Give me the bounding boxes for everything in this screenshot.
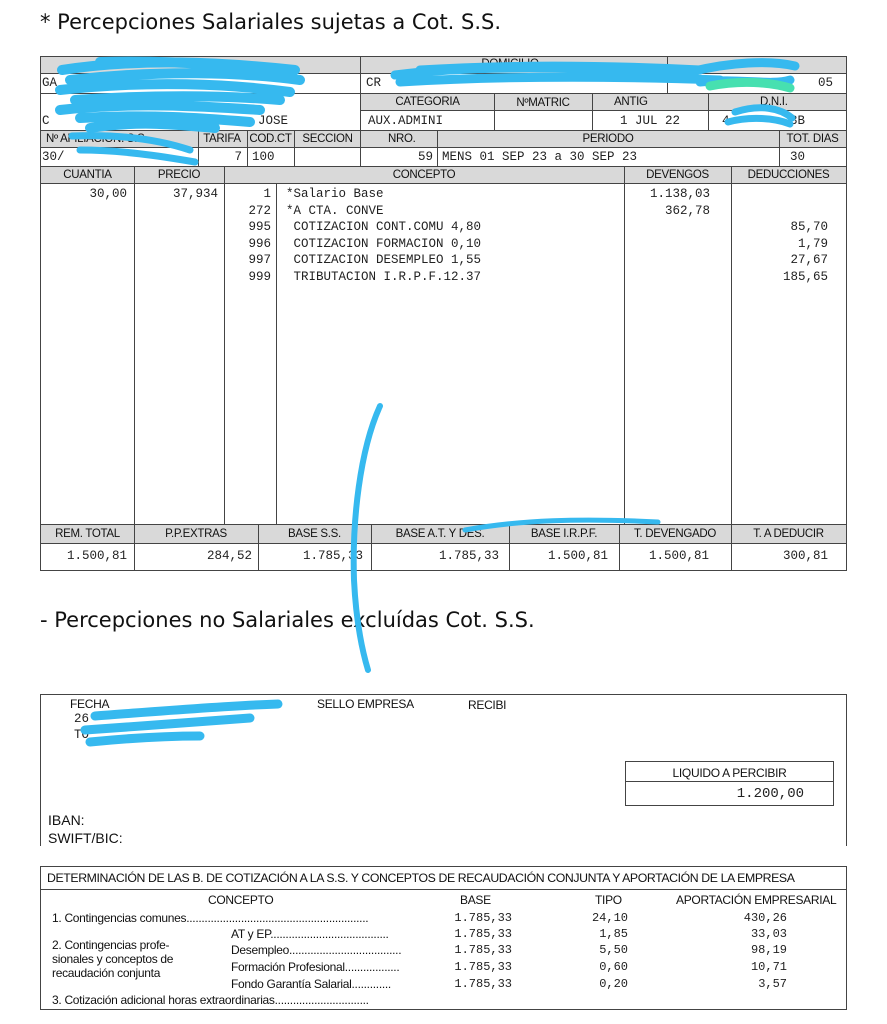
table-row (0, 237, 887, 253)
det-subrow-base: 1.785,33 (454, 943, 512, 957)
det-subrow-tipo: 0,20 (599, 977, 628, 991)
totdias-value: 30 (790, 150, 806, 164)
det-row-contingencias (0, 911, 887, 926)
precio-cell: 37,934 (172, 187, 218, 201)
det-group2-label-1: 2. Contingencias profe- (52, 938, 170, 952)
det-row-horas-extra (0, 993, 887, 1008)
dni-prefix-value: 4 (722, 114, 730, 128)
determinacion-title: DETERMINACIÓN DE LAS B. DE COTIZACIÓN A LA S.S. Y CONCEPTOS DE RECAUDACIÓN CONJUNTA Y APORTACIÓN DE LA EMPRESA (47, 871, 795, 885)
tarifa-label: TARIFA (203, 133, 241, 145)
sello-empresa-label: SELLO EMPRESA (317, 697, 414, 711)
det-row-label: 3. Cotización adicional horas extraordinarias............................... (52, 993, 369, 1007)
nro-value: 59 (417, 150, 433, 164)
det-row-aportacion: 430,26 (743, 911, 787, 925)
concepto-cell: COTIZACION FORMACION 0,10 (286, 236, 482, 251)
afiliacion-value: 30/ (42, 150, 65, 164)
concepto-cell: COTIZACION CONT.COMU 4,80 (286, 220, 482, 234)
fecha-value-2: TO (74, 728, 90, 742)
liquido-value: 1.200,00 (736, 786, 804, 802)
det-subrow-aportacion: 3,57 (758, 977, 787, 991)
det-subrow-label: Desempleo..................................... (231, 943, 402, 957)
deducciones-header: DEDUCCIONES (747, 169, 830, 181)
base-at-value: 1.785,33 (438, 549, 499, 563)
t-deducir-label: T. A DEDUCIR (753, 528, 824, 540)
code-cell: 272 (248, 203, 271, 218)
det-subrow-aportacion: 98,19 (750, 943, 787, 957)
det-subrow-tipo: 5,50 (599, 943, 628, 957)
t-deducir-value: 300,81 (782, 549, 828, 563)
concepto-cell: *A CTA. CONVE (286, 203, 384, 218)
code-cell: 996 (248, 236, 271, 251)
deduccion-cell: 185,65 (782, 269, 828, 284)
fecha-value-1: 26 (74, 712, 90, 726)
code-cell: 997 (248, 253, 271, 267)
cuantia-header: CUANTIA (63, 169, 112, 181)
liquido-label: LIQUIDO A PERCIBIR (672, 766, 787, 780)
dni-label: D.N.I. (760, 96, 788, 108)
det-aportacion-header: APORTACIÓN EMPRESARIAL (676, 893, 837, 907)
fecha-label: FECHA (70, 697, 110, 711)
tarifa-value: 7 (234, 150, 242, 164)
antig-value: 1 JUL 22 (620, 114, 681, 128)
totdias-label: TOT. DIAS (786, 133, 839, 145)
det-subrow (0, 977, 887, 992)
precio-header: PRECIO (157, 169, 201, 181)
base-irpf-value: 1.500,81 (547, 549, 608, 563)
pp-extras-label: P.P.EXTRAS (165, 528, 227, 540)
det-subrow-base: 1.785,33 (454, 927, 512, 941)
devengos-header: DEVENGOS (646, 169, 709, 181)
antig-label: ANTIG (614, 96, 648, 108)
swift-label: SWIFT/BIC: (48, 830, 123, 846)
afiliacion-label: Nº AFILIACION. S.S (46, 133, 145, 145)
base-ss-value: 1.785,33 (302, 549, 363, 563)
det-tipo-header: TIPO (595, 893, 622, 907)
det-concepto-header: CONCEPTO (208, 893, 274, 907)
concepto-cell: *Salario Base (286, 187, 384, 201)
det-subrow-aportacion: 33,03 (750, 927, 787, 941)
table-row (0, 187, 887, 203)
base-ss-label: BASE S.S. (288, 528, 341, 540)
det-subrow (0, 927, 887, 942)
devengo-cell: 362,78 (664, 203, 710, 218)
domicilio-value: CR (366, 76, 382, 90)
det-subrow (0, 943, 887, 958)
nro-label: NRO. (388, 133, 416, 145)
concepto-cell: COTIZACION DESEMPLEO 1,55 (286, 253, 482, 267)
deduccion-cell: 27,67 (790, 253, 828, 267)
codct-label: COD.CT (249, 133, 292, 145)
det-row-base: 1.785,33 (454, 911, 512, 925)
code-cell: 995 (248, 220, 271, 234)
pp-extras-value: 284,52 (206, 549, 252, 563)
categoria-value: AUX.ADMINI (368, 114, 444, 128)
rem-total-label: REM. TOTAL (55, 528, 120, 540)
cuantia-cell: 30,00 (89, 187, 127, 201)
det-subrow-base: 1.785,33 (454, 960, 512, 974)
code-cell: 1 (263, 187, 271, 201)
det-subrow (0, 960, 887, 975)
concepto-cell: TRIBUTACION I.R.P.F.12.37 (286, 269, 482, 284)
seccion-label: SECCION (302, 133, 353, 145)
nif-label: N (765, 58, 774, 70)
concepto-header: CONCEPTO (392, 169, 456, 181)
deduccion-cell: 85,70 (790, 220, 828, 234)
empresa-value: GA (42, 76, 58, 90)
nombre-value: JOSE (258, 114, 289, 128)
section-heading-no-salariales: - Percepciones no Salariales excluídas Cot. S.S. (40, 608, 535, 632)
t-devengado-label: T. DEVENGADO (633, 528, 717, 540)
base-irpf-label: BASE I.R.P.F. (530, 528, 598, 540)
det-row-tipo: 24,10 (591, 911, 628, 925)
codct-value: 100 (252, 150, 275, 164)
det-subrow-tipo: 1,85 (599, 927, 628, 941)
periodo-label: PERIODO (582, 133, 634, 145)
devengo-cell: 1.138,03 (649, 187, 710, 201)
base-at-label: BASE A.T. Y DES. (395, 528, 485, 540)
section-heading-salariales: * Percepciones Salariales sujetas a Cot. S.S. (40, 10, 502, 34)
dni-suffix-value: 3B (790, 114, 806, 128)
det-group2-label-3: recaudación conjunta (52, 966, 161, 980)
det-group2-label-2: sionales y conceptos de (52, 952, 174, 966)
trabajador-value: C (42, 114, 50, 128)
t-devengado-value: 1.500,81 (648, 549, 709, 563)
code-cell: 999 (248, 269, 271, 284)
categoria-label: CATEGORIA (395, 96, 460, 108)
nif-value: 05 (818, 76, 834, 90)
det-row-label: 1. Contingencias comunes............................................................ (52, 911, 369, 925)
deduccion-cell: 1,79 (797, 236, 828, 251)
det-subrow-label: Formación Profesional.................. (231, 960, 400, 974)
iban-label: IBAN: (48, 812, 85, 828)
domicilio-label: DOMICILIO (481, 58, 539, 70)
empresa-label: EMPRES (166, 58, 214, 70)
det-subrow-label: Fondo Garantía Salarial............. (231, 977, 391, 991)
nmatric-label: NºMATRIC (516, 97, 570, 109)
rem-total-value: 1.500,81 (66, 549, 127, 563)
table-row (0, 220, 887, 236)
det-subrow-aportacion: 10,71 (750, 960, 787, 974)
table-row (0, 253, 887, 269)
recibi-label: RECIBI (468, 698, 507, 712)
det-base-header: BASE (460, 893, 491, 907)
periodo-value: MENS 01 SEP 23 a 30 SEP 23 (442, 150, 638, 164)
det-subrow-label: AT y EP....................................... (231, 927, 389, 941)
table-row (0, 270, 887, 286)
table-row (0, 204, 887, 220)
det-subrow-tipo: 0,60 (599, 960, 628, 974)
det-subrow-base: 1.785,33 (454, 977, 512, 991)
